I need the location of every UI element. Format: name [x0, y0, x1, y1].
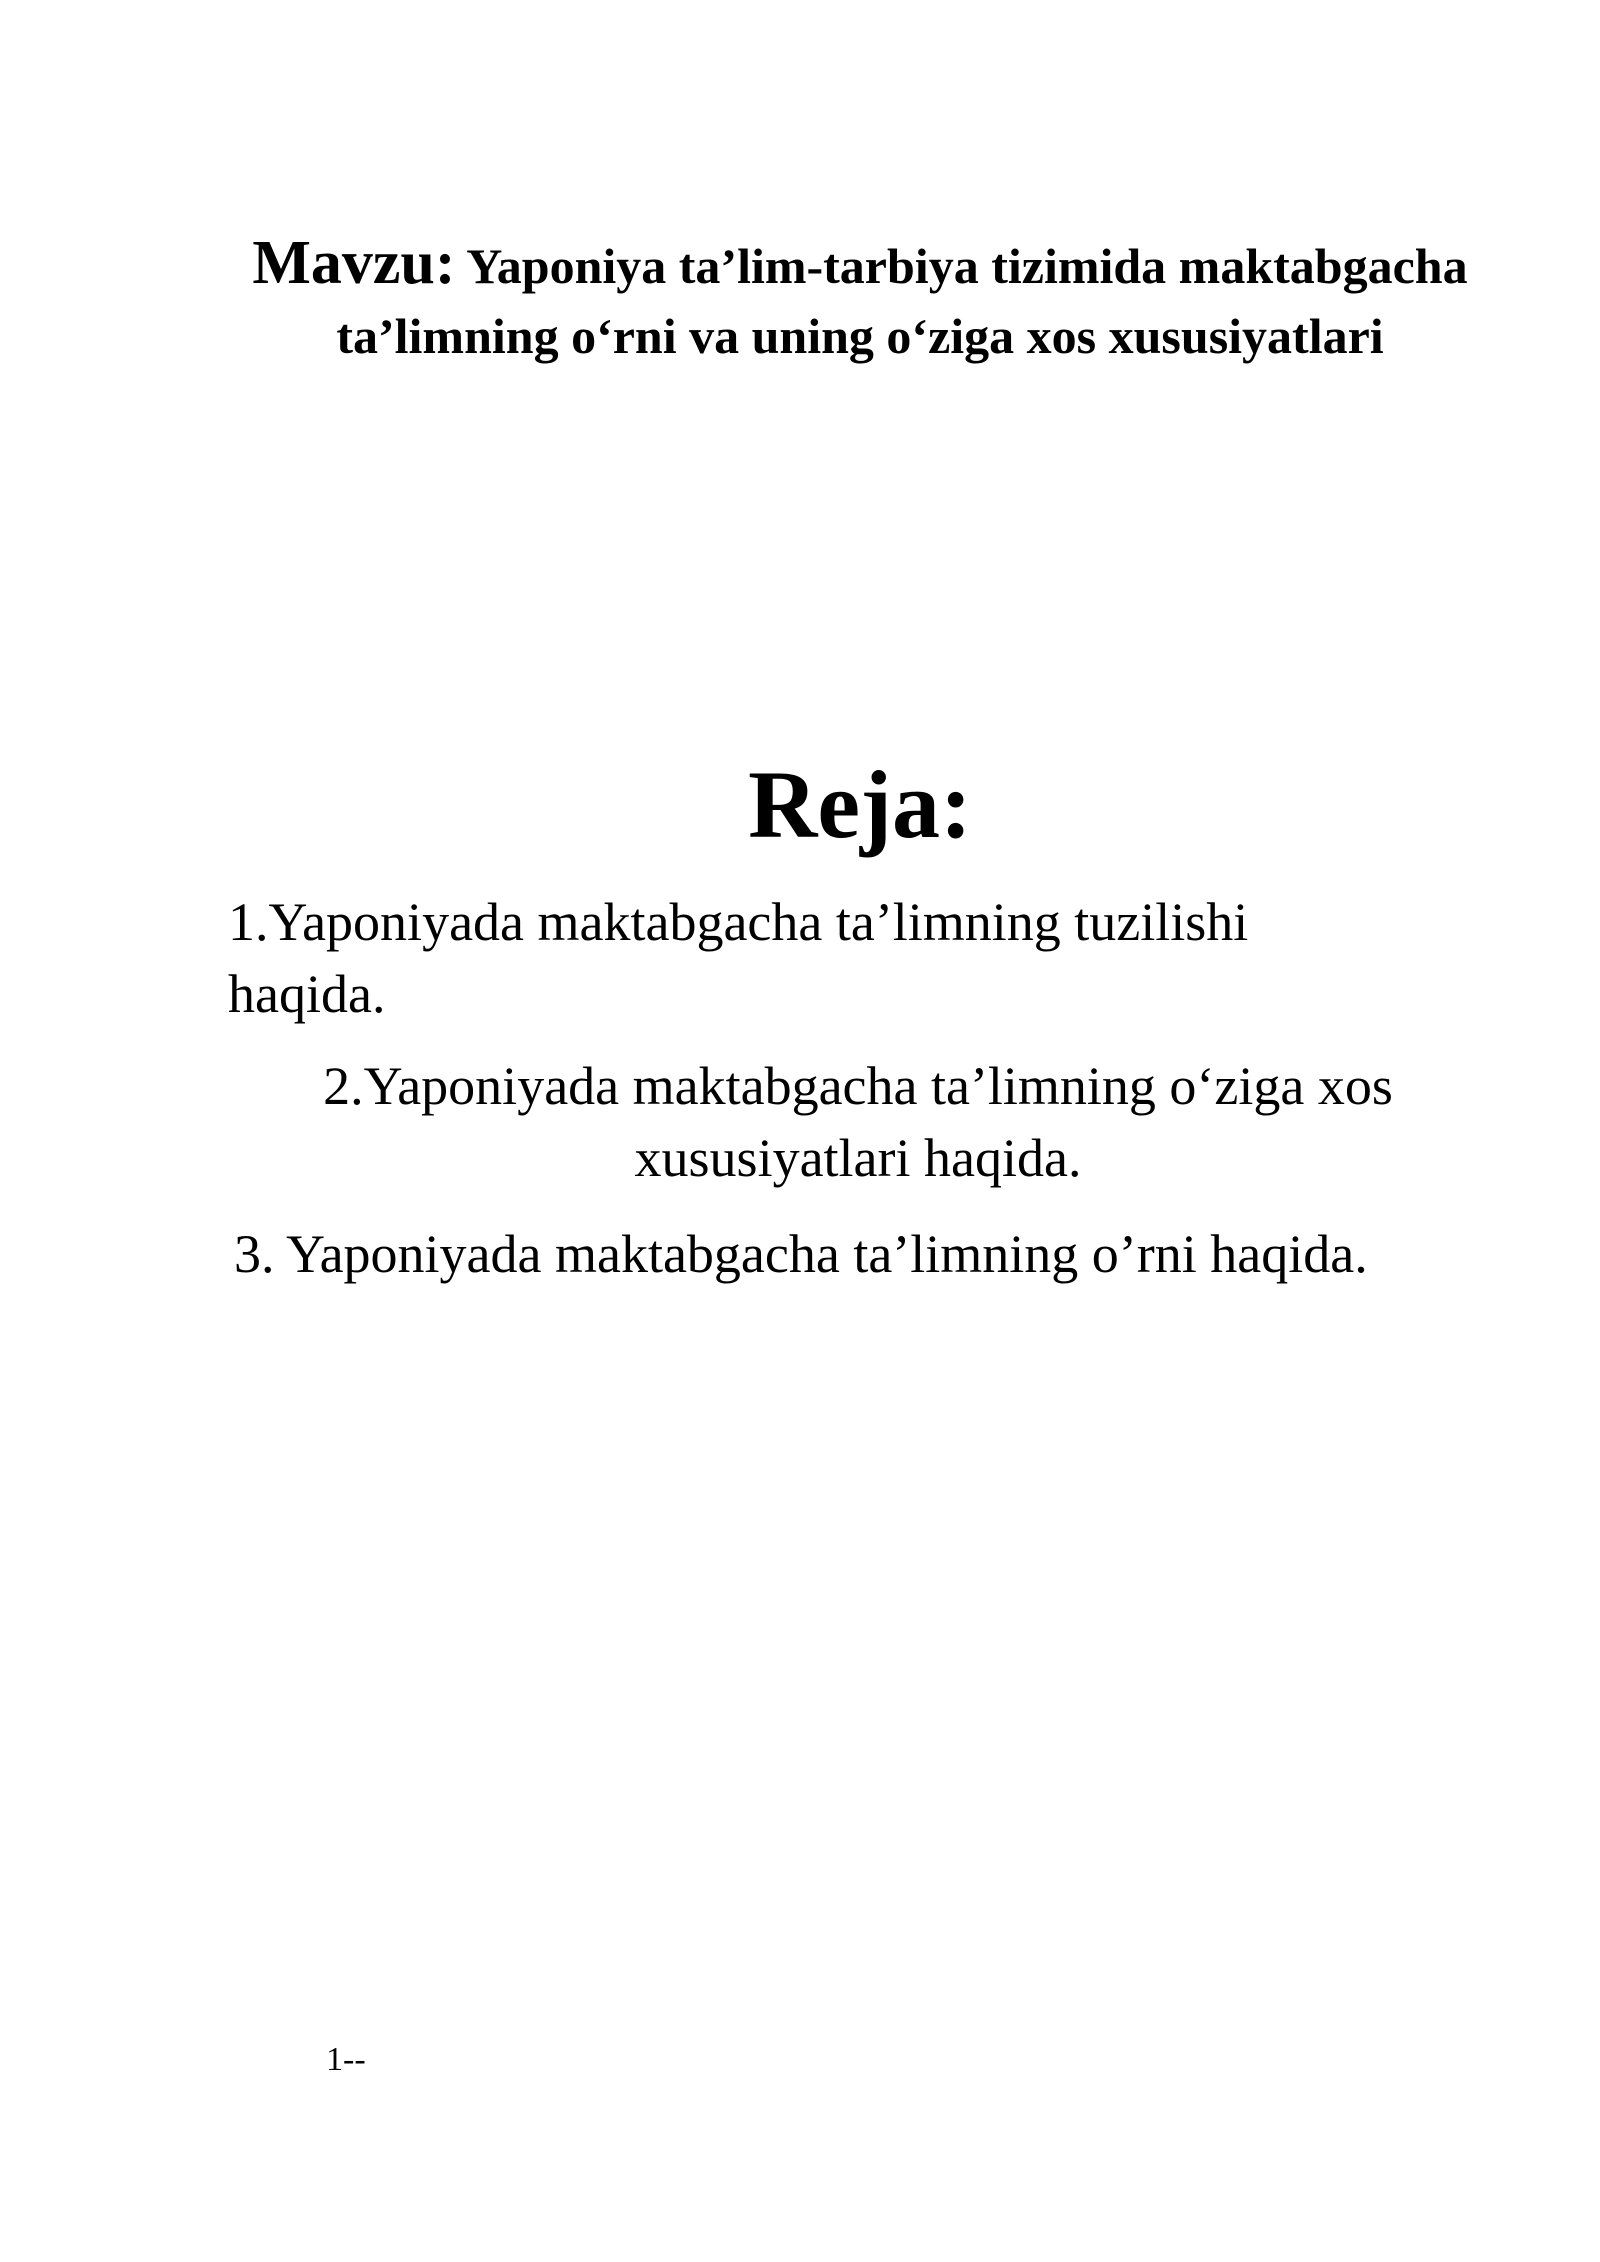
plan-heading: Reja: [748, 751, 972, 858]
plan-item: 2.Yaponiyada maktabgacha ta’limning o‘ziga xos xususiyatlari haqida. [323, 1056, 1393, 1188]
topic-lead: Mavzu: [252, 229, 456, 297]
plan-item: 3. Yaponiyada maktabgacha ta’limning o’rni haqida. [234, 1224, 1368, 1284]
topic-title [230, 228, 1490, 371]
page-number: 1-- [326, 2041, 366, 2078]
topic-text: Yaponiya ta’lim-tarbiya tizimida maktabgacha ta’limning o‘rni va uning o‘ziga xos xususiyatlari [336, 238, 1468, 364]
plan-item: 1.Yaponiyada maktabgacha ta’limning tuzilishi haqida. [228, 892, 1249, 1024]
plan-list [228, 886, 1508, 1290]
